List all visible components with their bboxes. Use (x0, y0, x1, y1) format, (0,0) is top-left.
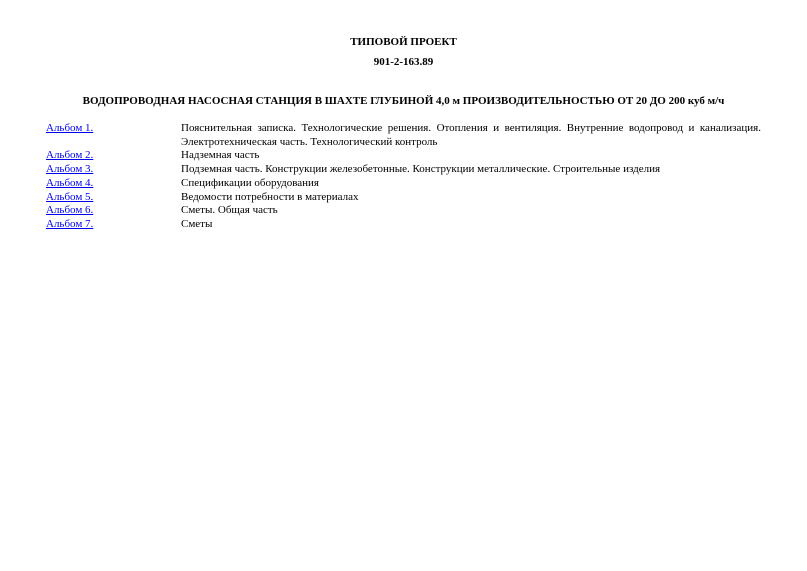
album-1-description: Пояснительная записка. Технологические решения. Отопления и вентиляция. Внутренние водопровод и канализация. Электротехническая часть. Технологический контроль (181, 122, 761, 148)
album-5-link[interactable]: Альбом 5. (46, 190, 94, 203)
album-4-description: Спецификации оборудования (181, 176, 319, 189)
album-7-link[interactable]: Альбом 7. (46, 217, 94, 230)
album-1-link[interactable]: Альбом 1. (46, 122, 94, 134)
album-3-description: Подземная часть. Конструкции железобетонные. Конструкции металлические. Строительные изделия (181, 163, 661, 176)
album-row-5 (46, 191, 761, 205)
album-6-link[interactable]: Альбом 6. (46, 204, 94, 217)
album-row-4 (46, 177, 761, 191)
album-row-2 (46, 149, 761, 163)
album-row-7 (46, 218, 761, 232)
album-7-description: Сметы (181, 217, 213, 230)
doc-number-heading: 901-2-163.89 (373, 56, 434, 68)
album-2-description: Надземная часть (181, 149, 260, 162)
album-6-description: Сметы. Общая часть (181, 204, 278, 217)
album-list (46, 122, 761, 232)
doc-type-heading: ТИПОВОЙ ПРОЕКТ (350, 36, 457, 48)
album-2-link[interactable]: Альбом 2. (46, 149, 94, 162)
album-5-description: Ведомости потребности в материалах (181, 190, 359, 203)
album-row-1 (46, 122, 761, 149)
album-3-link[interactable]: Альбом 3. (46, 163, 94, 176)
album-row-3 (46, 163, 761, 177)
album-row-6 (46, 204, 761, 218)
album-4-link[interactable]: Альбом 4. (46, 176, 94, 189)
doc-title-heading: ВОДОПРОВОДНАЯ НАСОСНАЯ СТАНЦИЯ В ШАХТЕ ГЛУБИНОЙ 4,0 м ПРОИЗВОДИТЕЛЬНОСТЬЮ ОТ 20 ДО 200 куб м/ч (82, 95, 725, 107)
